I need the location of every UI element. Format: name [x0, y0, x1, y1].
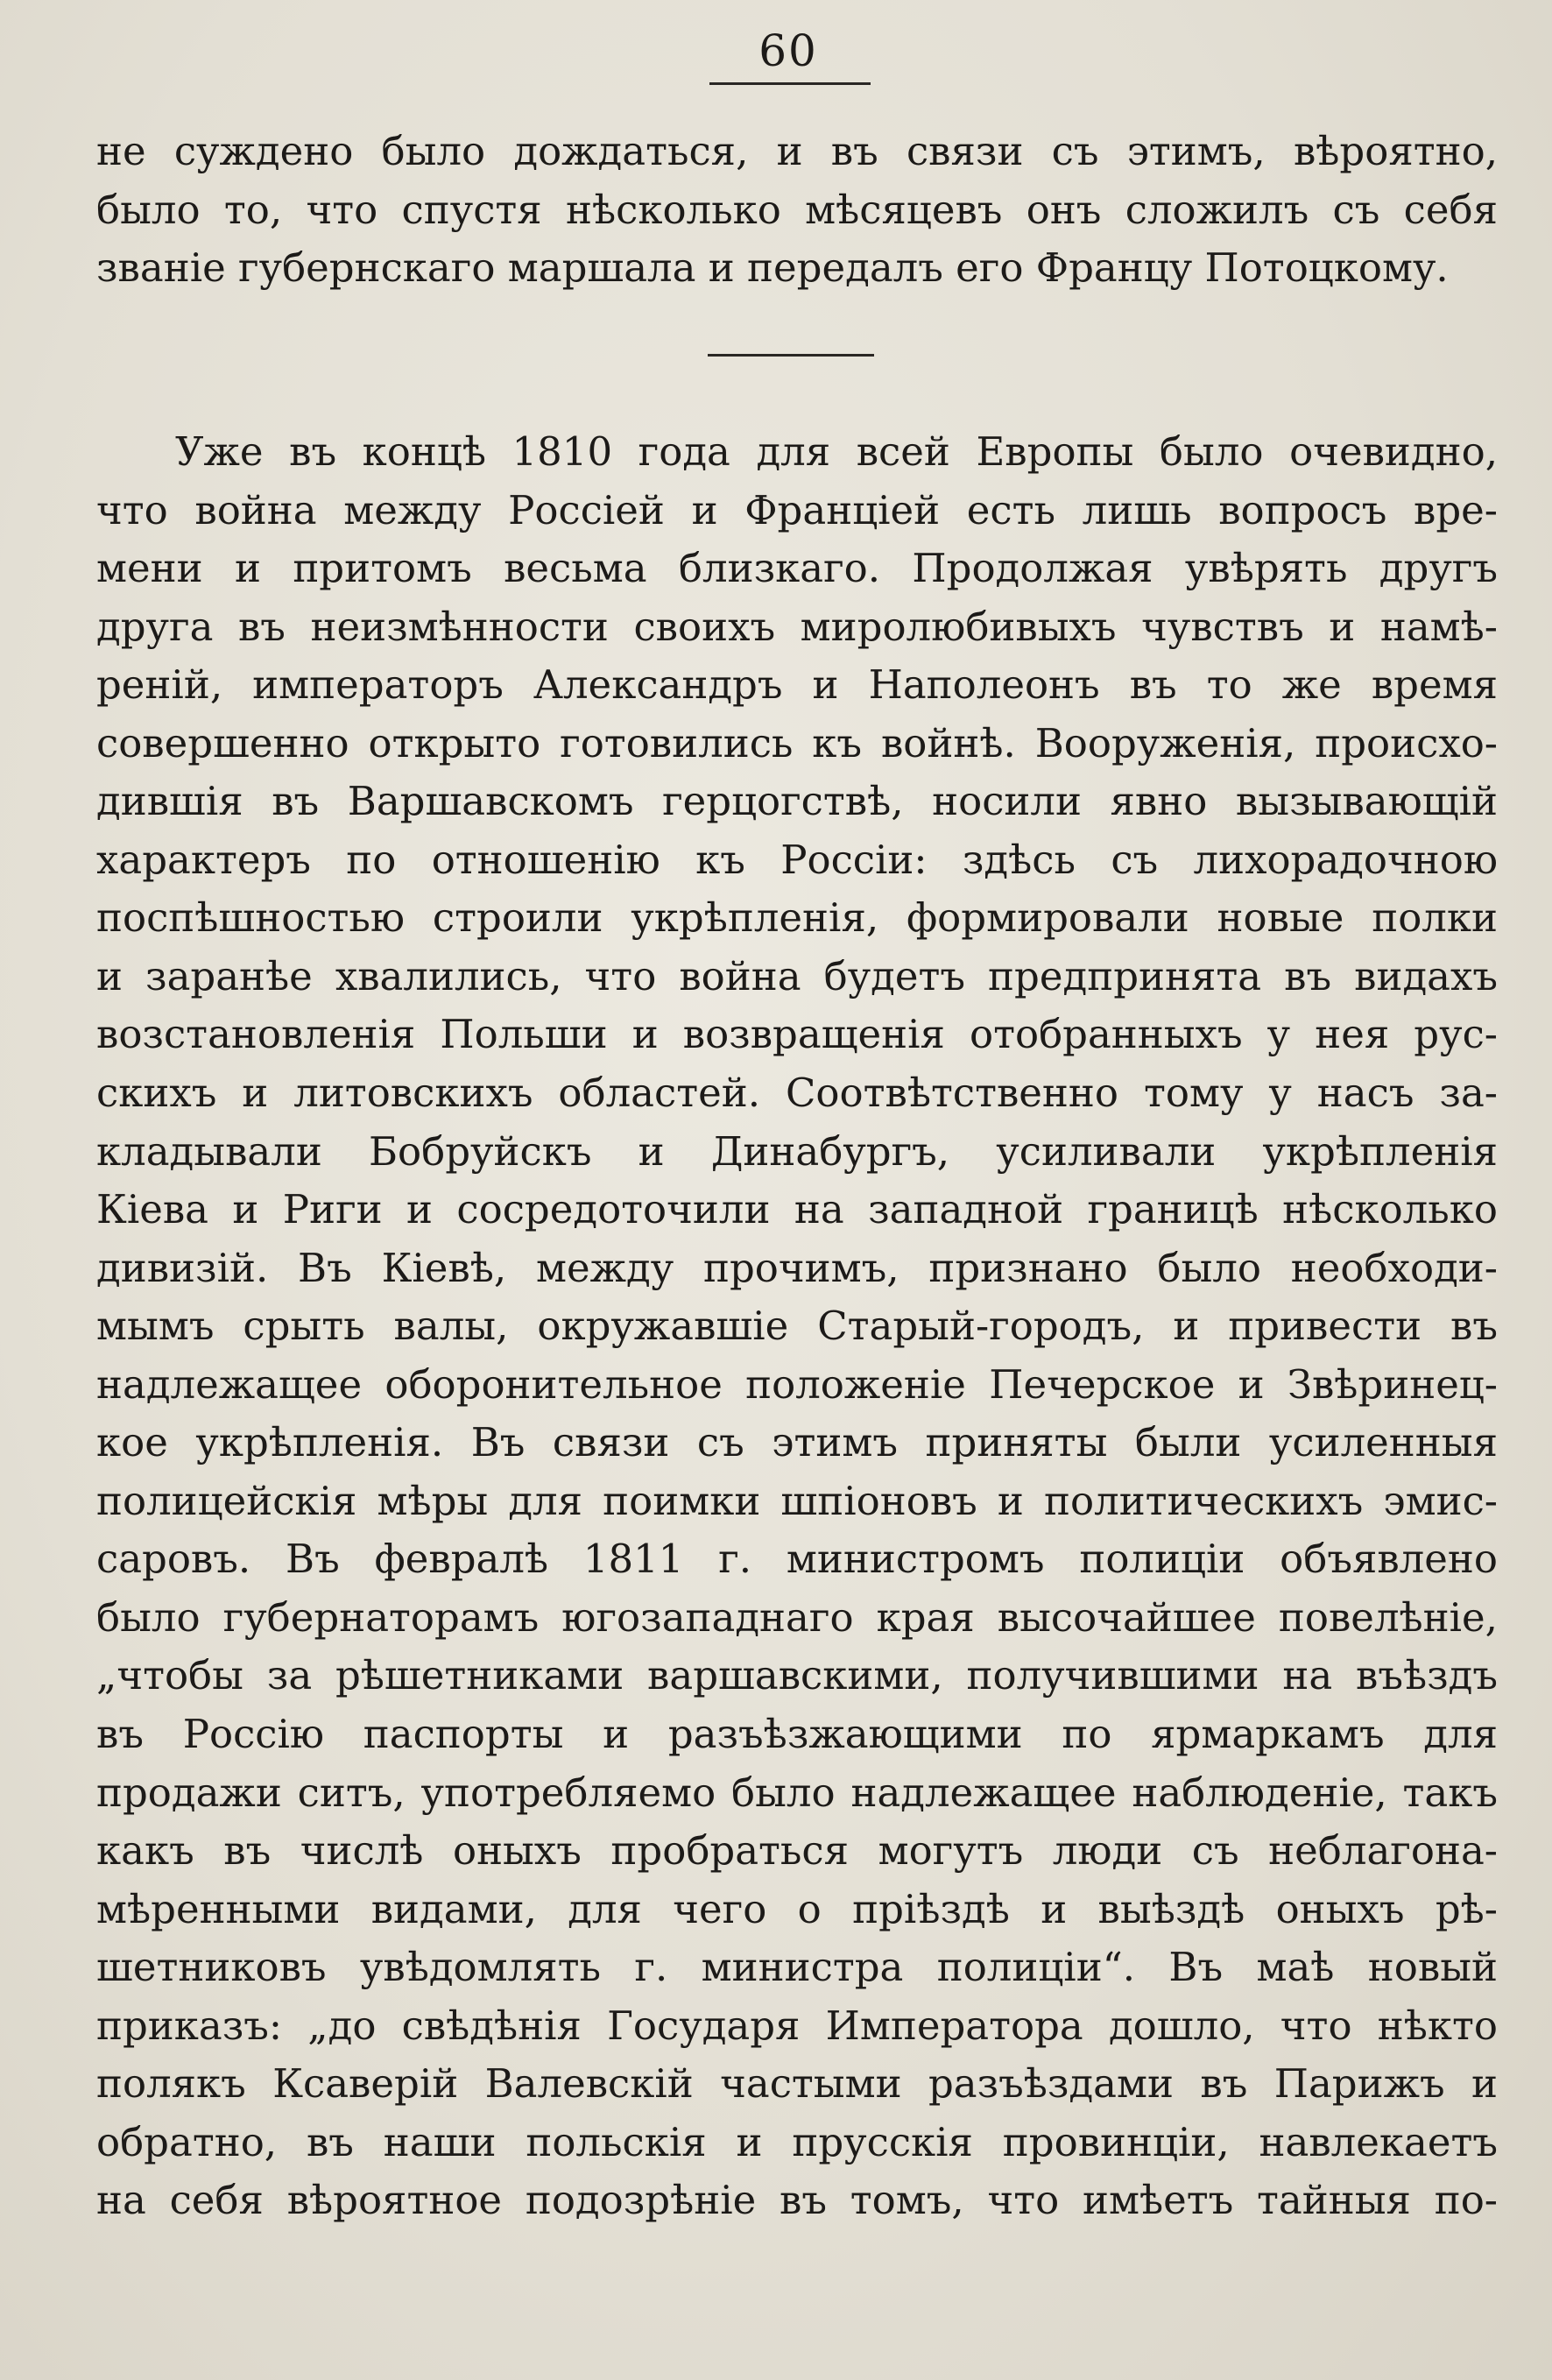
text-line: Уже въ концѣ 1810 года для всей Европы было очевидно, — [175, 428, 1498, 475]
text-line: мени и притомъ весьма близкаго. Продолжая увѣрять другъ — [96, 545, 1498, 592]
text-line: было то, что спустя нѣсколько мѣсяцевъ онъ сложилъ съ себя — [96, 186, 1498, 233]
text-line: кое укрѣпленія. Въ связи съ этимъ приняты были усиленныя — [96, 1419, 1498, 1466]
text-line: дивизій. Въ Кіевѣ, между прочимъ, признано было необходи- — [96, 1244, 1498, 1291]
text-line: скихъ и литовскихъ областей. Соотвѣтственно тому у насъ за- — [96, 1070, 1498, 1117]
page-number: 60 — [758, 25, 818, 76]
text-line: поспѣшностью строили укрѣпленія, формировали новые полки — [96, 894, 1498, 942]
text-line: саровъ. Въ февралѣ 1811 г. министромъ полиціи объявлено — [96, 1536, 1498, 1583]
text-line: продажи ситъ, употребляемо было надлежащее наблюденіе, такъ — [96, 1769, 1498, 1816]
text-line: дившія въ Варшавскомъ герцогствѣ, носили явно вызывающій — [96, 778, 1498, 825]
text-line: званіе губернскаго маршала и передалъ его Францу Потоцкому. — [96, 244, 1449, 292]
text-line: приказъ: „до свѣдѣнія Государя Императора дошло, что нѣкто — [96, 2002, 1498, 2049]
top-paragraph — [96, 123, 1498, 298]
text-line: мѣренными видами, для чего о пріѣздѣ и выѣздѣ оныхъ рѣ- — [96, 1885, 1498, 1932]
text-line: полякъ Ксаверій Валевскій частыми разъѣздами въ Парижъ и — [96, 2060, 1498, 2108]
text-line: что война между Россіей и Франціей есть лишь вопросъ вре- — [96, 486, 1498, 533]
text-line: полицейскія мѣры для поимки шпіоновъ и политическихъ эмис- — [96, 1477, 1498, 1524]
section-divider — [708, 354, 874, 357]
header-rule — [709, 82, 871, 85]
text-line: въ Россію паспорты и разъѣзжающими по ярмаркамъ для — [96, 1711, 1498, 1758]
text-line: мымъ срыть валы, окружавшіе Старый-городъ, и привести въ — [96, 1303, 1498, 1350]
text-line: друга въ неизмѣнности своихъ миролюбивыхъ чувствъ и намѣ- — [96, 603, 1498, 650]
text-line: реній, императоръ Александръ и Наполеонъ въ то же время — [96, 661, 1498, 709]
text-line: на себя вѣроятное подозрѣніе въ томъ, что имѣетъ тайныя по- — [96, 2177, 1498, 2224]
text-line: кладывали Бобруйскъ и Динабургъ, усиливали укрѣпленія — [96, 1127, 1498, 1175]
text-line: „чтобы за рѣшетниками варшавскими, получившими на въѣздъ — [96, 1652, 1498, 1699]
text-line: Кіева и Риги и сосредоточили на западной границѣ нѣсколько — [96, 1186, 1498, 1233]
text-line: было губернаторамъ югозападнаго края высочайшее повелѣніе, — [96, 1593, 1498, 1641]
text-line: какъ въ числѣ оныхъ пробраться могутъ люди съ неблагона- — [96, 1827, 1498, 1875]
main-paragraph — [96, 423, 1498, 2230]
text-line: обратно, въ наши польскія и прусскія провинціи, навлекаетъ — [96, 2118, 1498, 2165]
text-line: возстановленія Польши и возвращенія отобранныхъ у нея рус- — [96, 1011, 1498, 1058]
text-line: характеръ по отношенію къ Россіи: здѣсь съ лихорадочною — [96, 836, 1498, 883]
text-line: надлежащее оборонительное положеніе Печерское и Звѣринец- — [96, 1360, 1498, 1408]
text-line: совершенно открыто готовились къ войнѣ. Вооруженія, происхо- — [96, 719, 1498, 766]
text-line: шетниковъ увѣдомлять г. министра полиціи“. Въ маѣ новый — [96, 1944, 1498, 1991]
text-line: не суждено было дождаться, и въ связи съ этимъ, вѣроятно, — [96, 128, 1498, 174]
text-line: и заранѣе хвалились, что война будетъ предпринята въ видахъ — [96, 952, 1498, 999]
